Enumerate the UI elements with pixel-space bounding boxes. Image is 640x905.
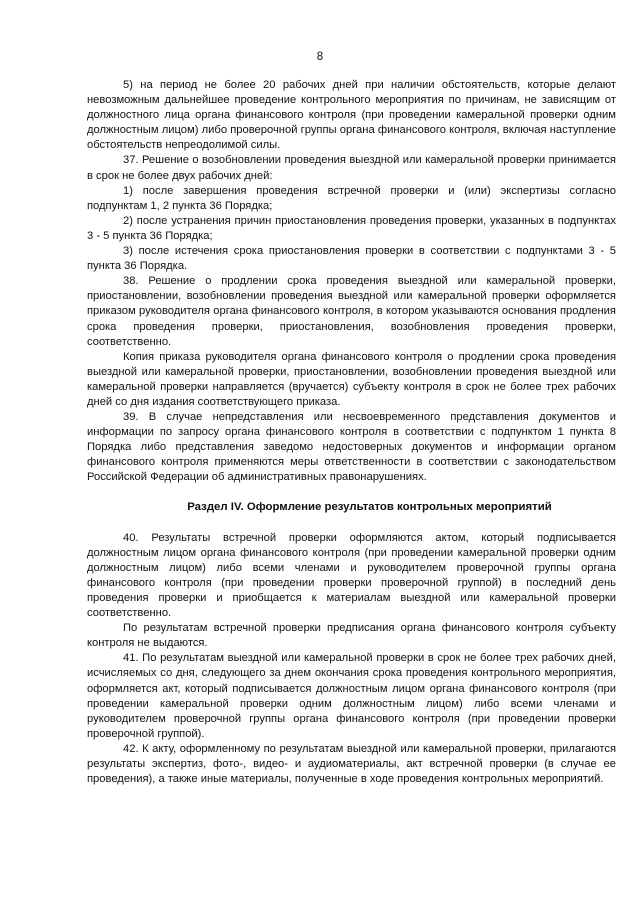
paragraph-36-5: 5) на период не более 20 рабочих дней при наличии обстоятельств, которые делают невозможным дальнейшее проведение контрольного мероприятия по причинам, не зависящим от должностного лица органа финансового контроля (при проведении камеральной проверки одним должностным лицом) либо проверочной группы органа финансового контроля, включая наступление обстоятельств непреодолимой силы.	[87, 79, 616, 152]
paragraph-37-3: 3) после истечения срока приостановления проверки в соответствии с подпунктами 3 - 5 пункта 36 Порядка.	[87, 245, 616, 273]
paragraph-38-copy: Копия приказа руководителя органа финансового контроля о продлении срока проведения выездной или камеральной проверки, приостановлении, возобновлении проведения выездной или камеральной проверки направляется (вручается) субъекту контроля в срок не более трех рабочих дней со дня издания соответствующего приказа.	[87, 350, 616, 408]
paragraph-40: 40. Результаты встречной проверки оформляются актом, который подписывается должностным лицом органа финансового контроля (при проведении камеральной проверки одним должностным лицом) либо всеми членами и руководителем проверочной группы органа финансового контроля (при проведении проверки проверочной группой) в последний день проведения проверки и приобщается к материалам выездной или камеральной проверки соответственно.	[87, 531, 616, 620]
page-number: 8	[316, 51, 324, 63]
paragraph-37: 37. Решение о возобновлении проведения выездной или камеральной проверки принимается в срок не более двух рабочих дней:	[87, 154, 616, 182]
document-body	[87, 78, 616, 787]
paragraph-37-2: 2) после устранения причин приостановления проведения проверки, указанных в подпунктах 3 - 5 пункта 36 Порядка;	[87, 214, 616, 242]
paragraph-38: 38. Решение о продлении срока проведения выездной или камеральной проверки, приостановлении, возобновлении проведения выездной или камеральной проверки оформляется приказом руководителя органа финансового контроля, в котором указываются основания продления срока проведения проверки, приостановления, возобновления проведения проверки, соответственно.	[87, 275, 616, 348]
paragraph-37-1: 1) после завершения проведения встречной проверки и (или) экспертизы согласно подпунктам 1, 2 пункта 36 Порядка;	[87, 184, 616, 212]
paragraph-40-note: По результатам встречной проверки предписания органа финансового контроля субъекту контроля не выдаются.	[87, 622, 616, 650]
paragraph-42: 42. К акту, оформленному по результатам выездной или камеральной проверки, прилагаются результаты экспертиз, фото-, видео- и аудиоматериалы, акт встречной проверки (в случае ее проведения), а также иные материалы, полученные в ходе проведения контрольных мероприятий.	[87, 742, 616, 786]
paragraph-39: 39. В случае непредставления или несвоевременного представления документов и информации по запросу органа финансового контроля в соответствии с подпунктом 1 пункта 8 Порядка либо представления заведомо недостоверных документов и информации органом финансового контроля применяются меры ответственности в соответствии с законодательством Российской Федерации об административных правонарушениях.	[87, 411, 616, 484]
section-heading: Раздел IV. Оформление результатов контрольных мероприятий	[187, 500, 552, 513]
paragraph-41: 41. По результатам выездной или камеральной проверки в срок не более трех рабочих дней, исчисляемых со дня, следующего за днем окончания срока проведения контрольного мероприятия, оформляется акт, который подписывается должностным лицом органа финансового контроля (при проведении камеральной проверки одним должностным лицом) либо всеми членами и руководителем проверочной группы органа финансового контроля (при проведении проверки проверочной группой).	[87, 652, 616, 740]
